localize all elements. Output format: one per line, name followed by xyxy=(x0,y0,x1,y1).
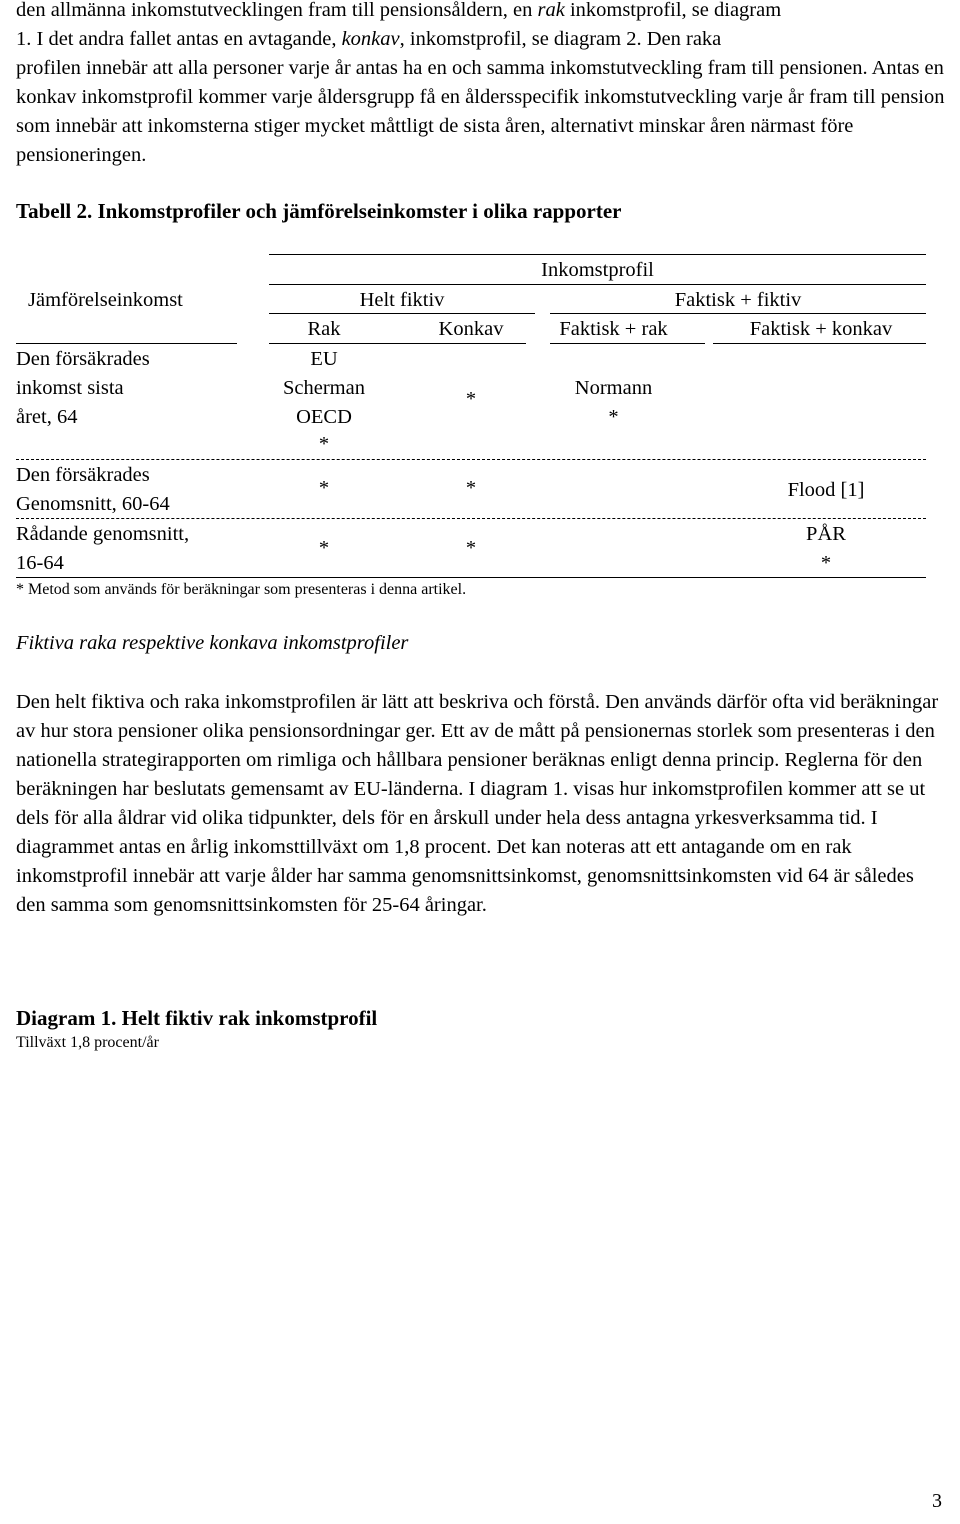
row1-label-line1: Den försäkrades xyxy=(16,348,150,370)
comparison-table xyxy=(16,0,960,620)
row1-rak-asterisk: * xyxy=(318,433,330,455)
header-faktisk-rak: Faktisk + rak xyxy=(559,318,668,340)
row1-label-line2: inkomst sista xyxy=(16,377,124,399)
row1-konkav-asterisk: * xyxy=(465,388,477,410)
row2-konkav-asterisk: * xyxy=(465,477,477,499)
table-top-rule xyxy=(269,254,926,255)
row1-label-line3: året, 64 xyxy=(16,406,78,428)
diagram-subtitle: Tillväxt 1,8 procent/år xyxy=(16,1034,159,1051)
row1-rak-scherman: Scherman xyxy=(283,377,365,399)
header-rule xyxy=(269,343,526,344)
row3-label-line1: Rådande genomsnitt, xyxy=(16,523,190,545)
row2-rak-asterisk: * xyxy=(318,477,330,499)
table-footnote: * Metod som används för beräkningar som presenteras i denna artikel. xyxy=(16,581,467,598)
intro-italic-konkav: konkav xyxy=(341,28,400,50)
row1-faktisk-rak-asterisk: * xyxy=(608,406,619,428)
row1-rak-oecd: OECD xyxy=(296,406,352,428)
header-inkomstprofil: Inkomstprofil xyxy=(541,259,654,281)
row2-label-line2: Genomsnitt, 60-64 xyxy=(16,493,170,515)
body-paragraph: Den helt fiktiva och raka inkomstprofilen är lätt att beskriva och förstå. Den används därför ofta vid beräkningar av hur stora pensioner olika pensionsordningar ger. Ett av de mått på pensionernas storlek som presenteras i den nationella strategirapporten om rimliga och hållbara pensioner beräknas enligt denna princip. Reglerna för den beräkningen har beslutats gemensamt av EU-länderna. I diagram 1. visas hur inkomstprofilen kommer att se ut dels för alla åldrar vid olika tidpunkter, dels för en årskull under hela dess antagna yrkesverksamma tid. I diagrammet antas en årlig inkomsttillväxt om 1,8 procent. Det kan noteras att ett antagande om en rak inkomstprofil innebär att varje ålder har samma genomsnittsinkomst, genomsnittsinkomsten vid 64 är således den samma som genomsnittsinkomsten för 25-64 åringar. xyxy=(16,691,939,916)
page-number: 3 xyxy=(932,1490,942,1512)
header-faktisk-fiktiv: Faktisk + fiktiv xyxy=(674,289,802,311)
intro-italic-rak: rak xyxy=(537,0,565,21)
row3-faktisk-konkav-par: PÅR xyxy=(806,523,846,545)
header-rule xyxy=(16,343,237,344)
header-rule xyxy=(550,313,926,314)
row3-label-line2: 16-64 xyxy=(16,552,64,574)
diagram-title: Diagram 1. Helt fiktiv rak inkomstprofil xyxy=(16,1006,378,1030)
header-rak: Rak xyxy=(307,318,341,340)
header-helt-fiktiv: Helt fiktiv xyxy=(359,289,445,311)
header-rule xyxy=(713,343,926,344)
header-konkav: Konkav xyxy=(438,318,504,340)
table-caption: Tabell 2. Inkomstprofiler och jämförelseinkomster i olika rapporter xyxy=(16,199,622,223)
row2-label-line1: Den försäkrades xyxy=(16,464,150,486)
header-rule xyxy=(550,343,705,344)
intro-text: den allmänna inkomstutvecklingen fram till pensionsåldern, en xyxy=(16,0,538,21)
table-bottom-rule xyxy=(16,577,926,578)
row2-faktisk-konkav-flood: Flood [1] xyxy=(787,479,865,501)
intro-text: 1. I det andra fallet antas en avtagande, xyxy=(16,28,342,50)
row1-faktisk-rak-normann: Normann xyxy=(574,377,653,399)
intro-text: , inkomstprofil, se diagram 2. Den raka xyxy=(399,28,722,50)
row3-konkav-asterisk: * xyxy=(465,537,477,559)
intro-text: inkomstprofil, se diagram xyxy=(564,0,782,21)
row1-rak-eu: EU xyxy=(310,348,338,370)
row3-rak-asterisk: * xyxy=(318,537,330,559)
intro-text: profilen innebär att alla personer varje år antas ha en och samma inkomstutveckling fram till pensionen. Antas en konkav inkomstprofil kommer varje åldersgrupp få en åldersspecifik inkomstutveckling varje år fram till pension som innebär att inkomsterna stiger mycket måttligt de sista åren, alternativt minskar åren närmast före pensioneringen. xyxy=(16,57,945,166)
header-faktisk-konkav: Faktisk + konkav xyxy=(749,318,893,340)
header-jamforelseinkomst: Jämförelseinkomst xyxy=(28,289,183,311)
row-divider xyxy=(16,518,926,519)
header-rule xyxy=(269,313,535,314)
row3-faktisk-konkav-asterisk: * xyxy=(820,552,832,574)
header-rule xyxy=(269,284,926,285)
row-divider xyxy=(16,459,926,460)
section-heading: Fiktiva raka respektive konkava inkomstprofiler xyxy=(16,632,409,654)
